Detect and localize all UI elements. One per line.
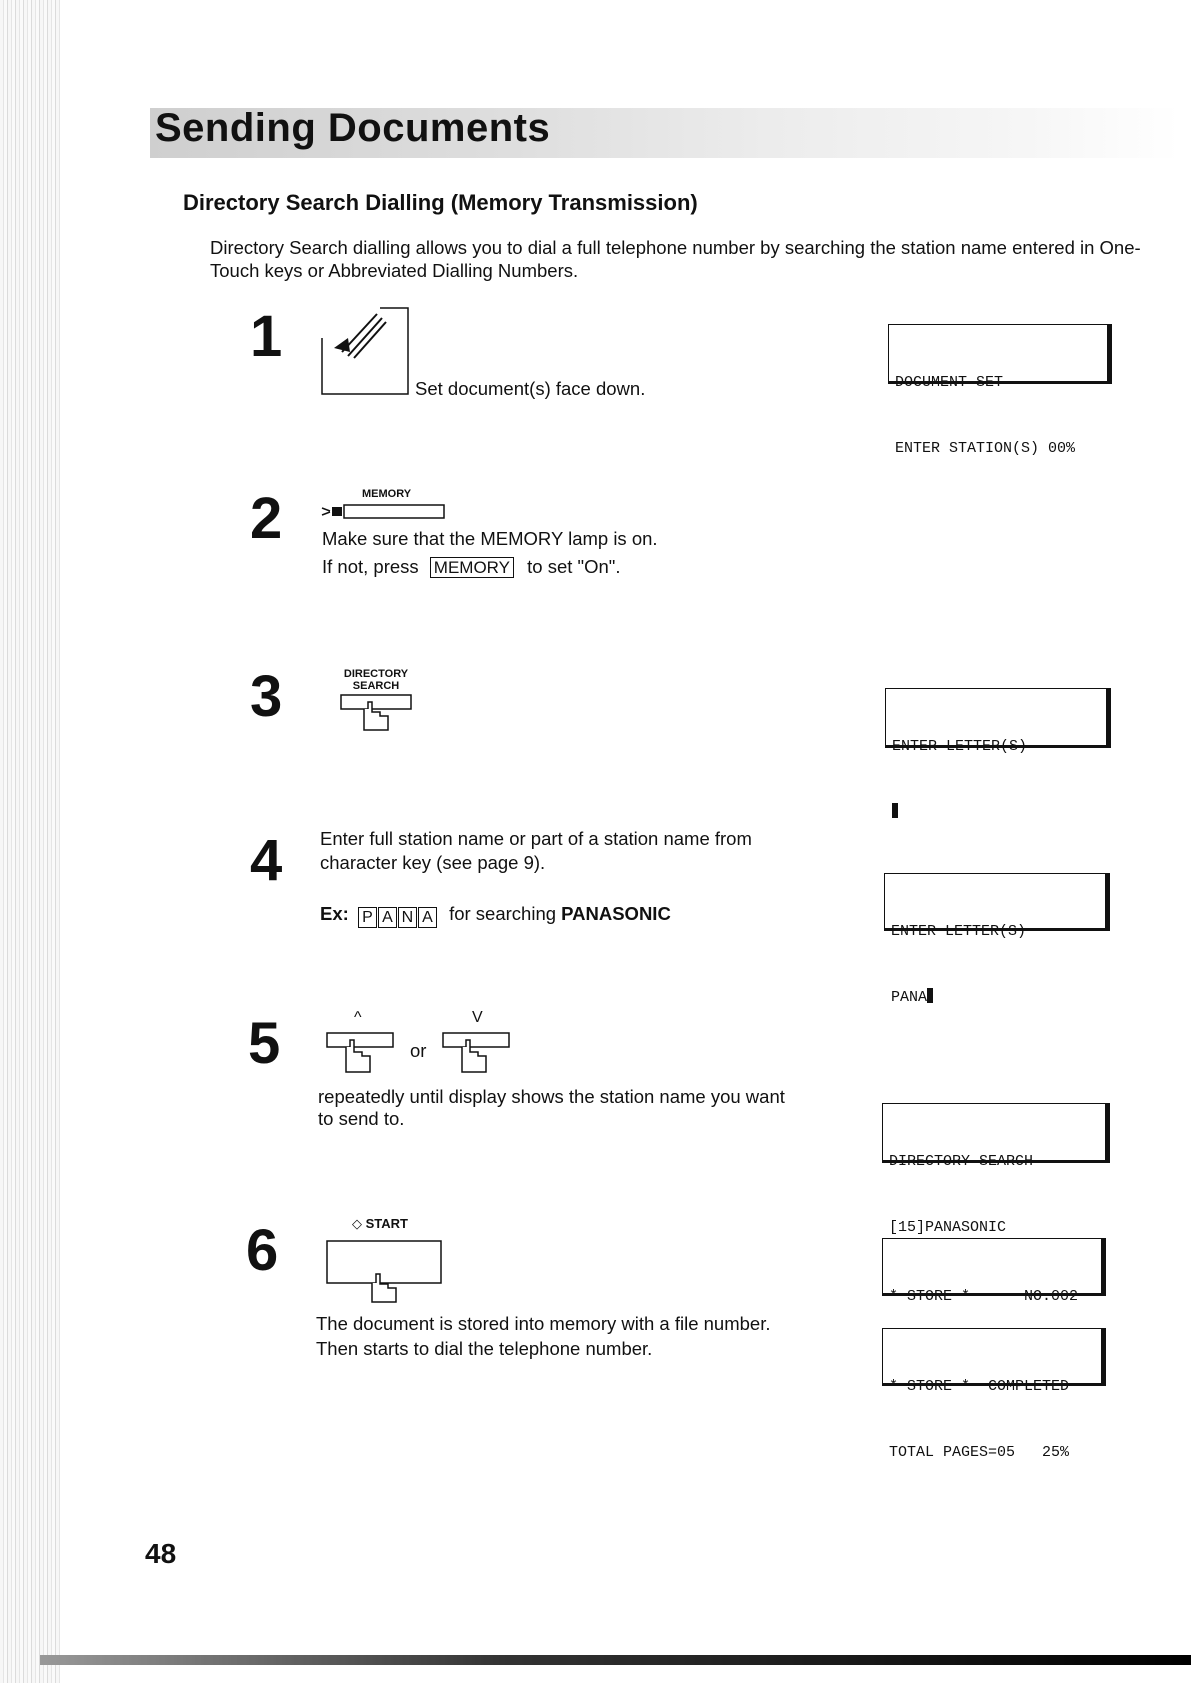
memory-lamp-label: MEMORY — [362, 488, 412, 500]
directory-search-key-icon[interactable] — [340, 694, 412, 734]
start-key-icon[interactable] — [326, 1240, 446, 1306]
key-p[interactable]: P — [358, 907, 377, 928]
step-3-number: 3 — [250, 664, 283, 729]
lcd-cursor — [892, 803, 898, 818]
scanned-bottom-edge — [40, 1655, 1191, 1665]
directory-search-label-line-2: SEARCH — [352, 680, 400, 692]
page-number: 48 — [145, 1538, 177, 1569]
step-2-text-2-after: to set "On". — [527, 556, 621, 577]
lcd-line-1: DIRECTORY SEARCH — [889, 1153, 1034, 1170]
down-arrow-key-icon[interactable] — [442, 1032, 514, 1076]
key-a[interactable]: A — [378, 907, 397, 928]
memory-key[interactable]: MEMORY — [430, 557, 514, 578]
start-diamond-icon: ◇ — [352, 1216, 362, 1231]
step-2-number: 2 — [250, 486, 283, 551]
step-4-number: 4 — [250, 828, 283, 893]
example-word: PANASONIC — [561, 903, 671, 924]
memory-lamp-icon — [322, 502, 422, 520]
page-title: Sending Documents — [155, 106, 551, 150]
lcd-display-step-4 — [884, 873, 1110, 1006]
step-5-number: 5 — [248, 1011, 281, 1076]
or-text: or — [410, 1040, 427, 1061]
example-middle: for searching — [449, 903, 557, 924]
directory-search-label — [338, 668, 414, 692]
step-1-number: 1 — [250, 304, 283, 369]
step-5-text-2: to send to. — [318, 1108, 405, 1129]
lcd-display-step-1 — [888, 324, 1112, 457]
scanned-binding-edge — [0, 0, 60, 1683]
section-heading: Directory Search Dialling (Memory Transmission) — [183, 190, 698, 215]
key-a[interactable]: A — [418, 907, 437, 928]
key-n[interactable]: N — [398, 907, 417, 928]
lcd-display-step-5 — [882, 1103, 1110, 1236]
lcd-line-1: ENTER LETTER(S) — [892, 738, 1028, 755]
lcd-line-1: * STORE * NO.002 — [889, 1288, 1079, 1305]
lcd-line-1: ENTER LETTER(S) — [891, 923, 1027, 940]
example-prefix: Ex: — [320, 903, 349, 924]
step-5-text-1: repeatedly until display shows the station name you want — [318, 1086, 785, 1107]
step-4-text-1: Enter full station name or part of a station name from — [320, 828, 752, 849]
step-4-example — [320, 902, 671, 928]
step-2-text-2-before: If not, press — [322, 556, 419, 577]
lcd-line-2: TOTAL PAGES=05 25% — [889, 1444, 1070, 1461]
step-6-text-2: Then starts to dial the telephone number. — [316, 1338, 653, 1359]
document-feed-icon — [322, 308, 412, 398]
lcd-line-2 — [892, 802, 1106, 824]
start-key-label — [352, 1218, 408, 1230]
lcd-line-1: DOCUMENT SET — [895, 374, 1004, 391]
lcd-line-2: ENTER STATION(S) 00% — [895, 440, 1076, 457]
down-key-label: V — [472, 1009, 483, 1026]
lcd-line-1: * STORE * COMPLETED — [889, 1378, 1070, 1395]
lcd-line-2: [15]PANASONIC — [889, 1219, 1007, 1236]
step-6-number: 6 — [246, 1218, 279, 1283]
start-key-label-text: START — [365, 1216, 408, 1231]
lcd-line-2: PANA — [891, 987, 1105, 1009]
intro-paragraph: Directory Search dialling allows you to dial a full telephone number by searching the station name entered in One-Touch keys or Abbreviated Dialling Numbers. — [210, 237, 1141, 281]
lcd-cursor — [927, 988, 933, 1003]
lcd-display-step-6-completed — [882, 1328, 1106, 1461]
directory-search-label-line-1: DIRECTORY — [343, 668, 409, 680]
lcd-display-step-6-store — [882, 1238, 1106, 1305]
lcd-display-step-3 — [885, 688, 1111, 755]
step-1-text: Set document(s) face down. — [415, 378, 646, 399]
step-2-text-2 — [322, 555, 620, 579]
up-key-label: ^ — [354, 1009, 362, 1026]
step-2-text-1: Make sure that the MEMORY lamp is on. — [322, 528, 658, 549]
step-4-text-2: character key (see page 9). — [320, 852, 546, 873]
step-6-text-1: The document is stored into memory with a file number. — [316, 1313, 771, 1334]
up-arrow-key-icon[interactable] — [326, 1032, 398, 1076]
